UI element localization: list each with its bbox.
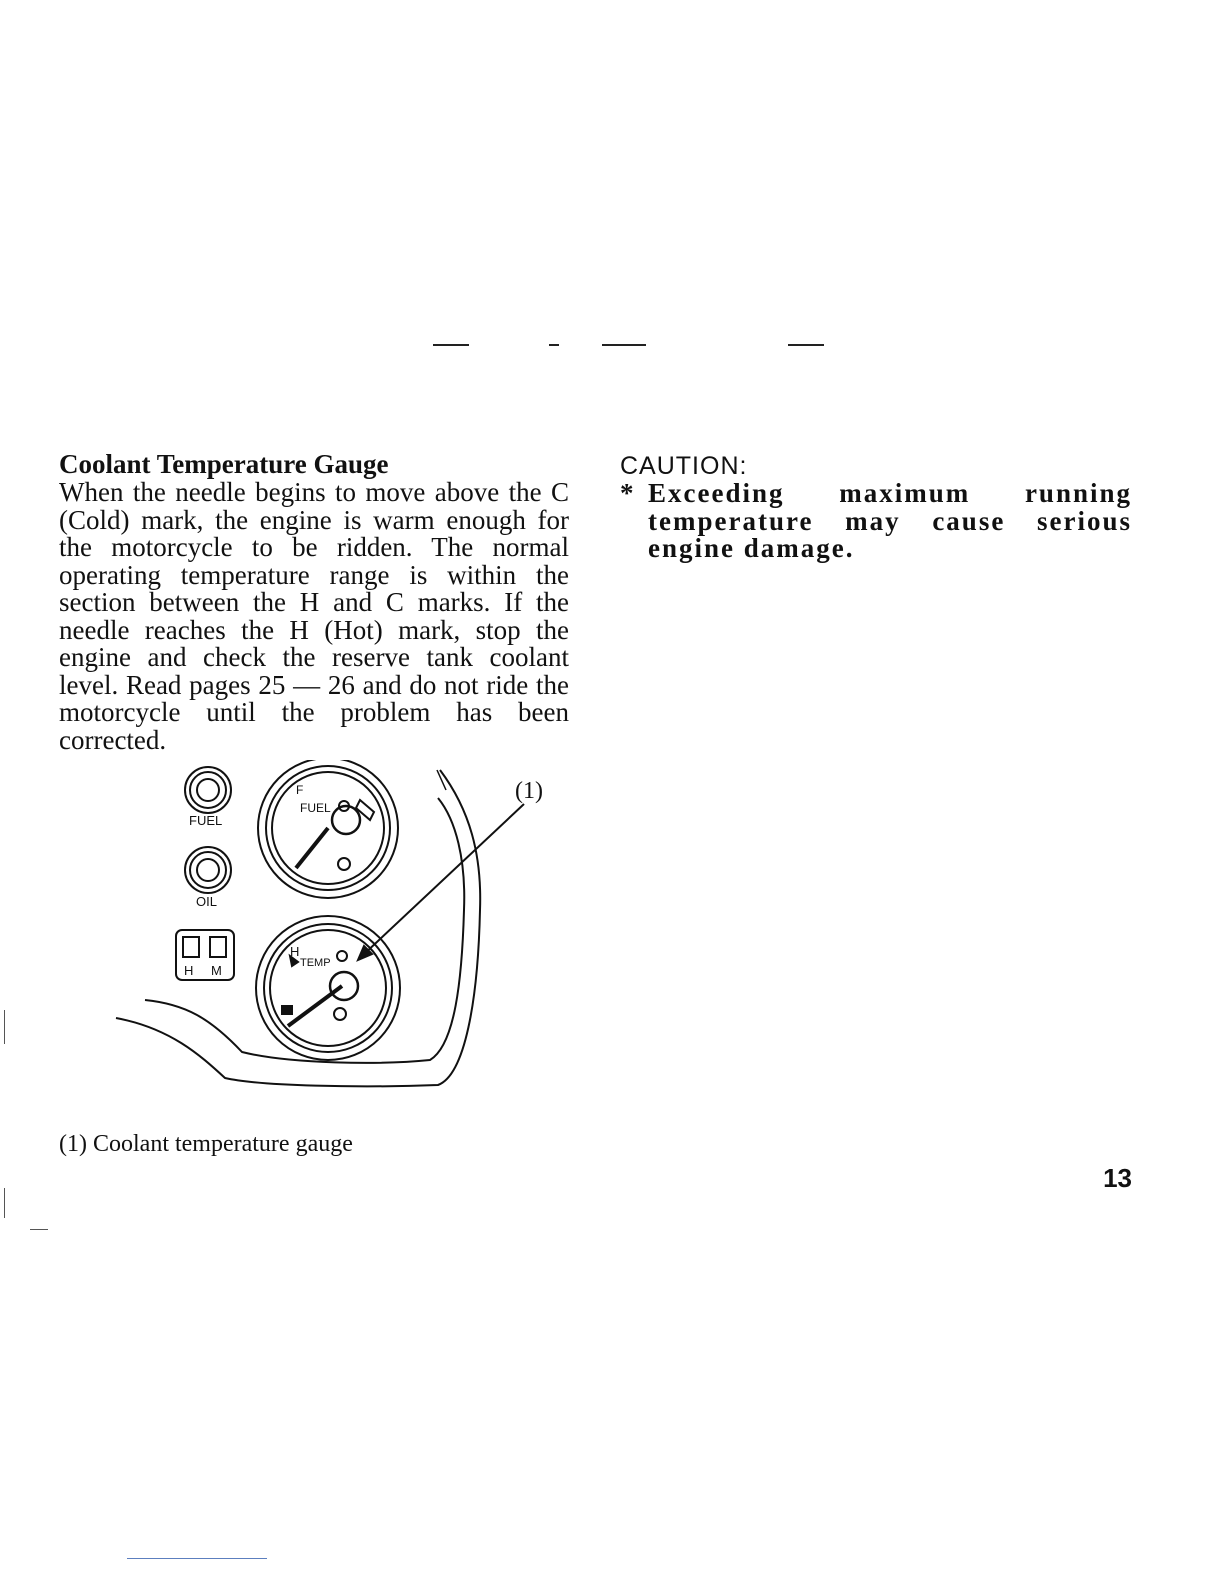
scan-mark	[30, 1229, 48, 1230]
fuel-gauge-label: FUEL	[300, 801, 331, 815]
fuel-gauge-icon	[258, 760, 398, 898]
header-rule	[602, 344, 646, 346]
m-label: M	[211, 963, 222, 978]
callout-leader	[362, 804, 524, 956]
scan-mark	[4, 1010, 5, 1044]
caution-label: CAUTION:	[620, 452, 748, 480]
caution-text: Exceeding maximum running temperature may cause serious engine damage.	[648, 478, 1132, 563]
fuel-light-icon	[185, 767, 231, 813]
section-heading: Coolant Temperature Gauge	[59, 449, 389, 479]
scan-mark	[4, 1188, 5, 1218]
header-rule	[788, 344, 824, 346]
bottom-line	[127, 1558, 267, 1559]
caution-item	[620, 480, 1132, 563]
caution-box	[620, 452, 1132, 563]
temperature-gauge-icon	[256, 916, 400, 1060]
h-label: H	[184, 963, 194, 978]
body-paragraph: When the needle begins to move above the C (Cold) mark, the engine is warm enough for the motorcycle to be ridden. The normal operating temperature range is within the section between the H and C marks. If the needle reaches the H (Hot) mark, stop the engine and check the reserve tank coolant level. Read pages 25 — 26 and do not ride the motorcycle until the problem has been corrected.	[59, 477, 569, 755]
callout-label: (1)	[515, 778, 543, 804]
page-number: 13	[1103, 1163, 1132, 1193]
fuel-light-label: FUEL	[189, 813, 223, 828]
bullet-icon: *	[620, 478, 636, 508]
figure-caption: (1) Coolant temperature gauge	[59, 1131, 353, 1157]
header-rule	[433, 344, 469, 346]
panel-outline	[116, 770, 480, 1086]
fuel-gauge-f: F	[296, 783, 304, 797]
temp-gauge-h: H	[290, 944, 300, 959]
header-rule	[549, 344, 559, 346]
left-column	[59, 449, 569, 754]
oil-light-label: OIL	[196, 894, 217, 909]
temp-gauge-label: TEMP	[300, 957, 331, 969]
instrument-panel-figure	[100, 760, 570, 1100]
oil-light-icon	[185, 847, 231, 893]
